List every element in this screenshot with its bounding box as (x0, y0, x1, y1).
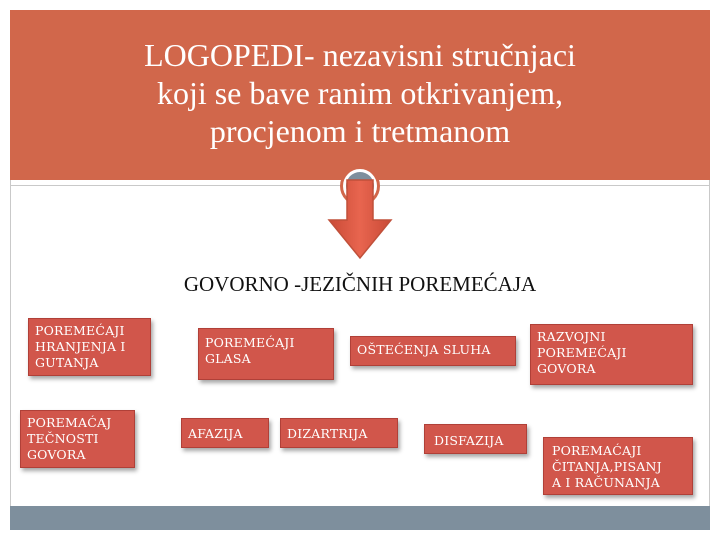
box-developmental-speech-disorders: RAZVOJNI POREMEĆAJI GOVORA (530, 324, 693, 385)
footer-bar (10, 506, 710, 530)
box-dysarthria: DIZARTRIJA (280, 418, 398, 448)
box-voice-disorders: POREMEĆAJI GLASA (198, 328, 334, 380)
down-arrow-icon (327, 176, 393, 260)
box-fluency-disorder: POREMAĆAJ TEČNOSTI GOVORA (20, 410, 135, 468)
slide-title: LOGOPEDI- nezavisni stručnjaci koji se bave ranim otkrivanjem, procjenom i tretmanom (144, 37, 576, 149)
subtitle: GOVORNO -JEZIČNIH POREMEĆAJA (183, 272, 537, 296)
box-feeding-swallowing-disorders: POREMEĆAJI HRANJENJA I GUTANJA (28, 318, 151, 376)
box-hearing-impairment: OŠTEĆENJA SLUHA (350, 336, 516, 366)
box-dysphasia: DISFAZIJA (424, 424, 527, 454)
box-reading-writing-math-disorders: POREMAĆAJI ČITANJA,PISANJ A I RAČUNANJA (543, 437, 693, 495)
box-aphasia: AFAZIJA (181, 418, 269, 448)
